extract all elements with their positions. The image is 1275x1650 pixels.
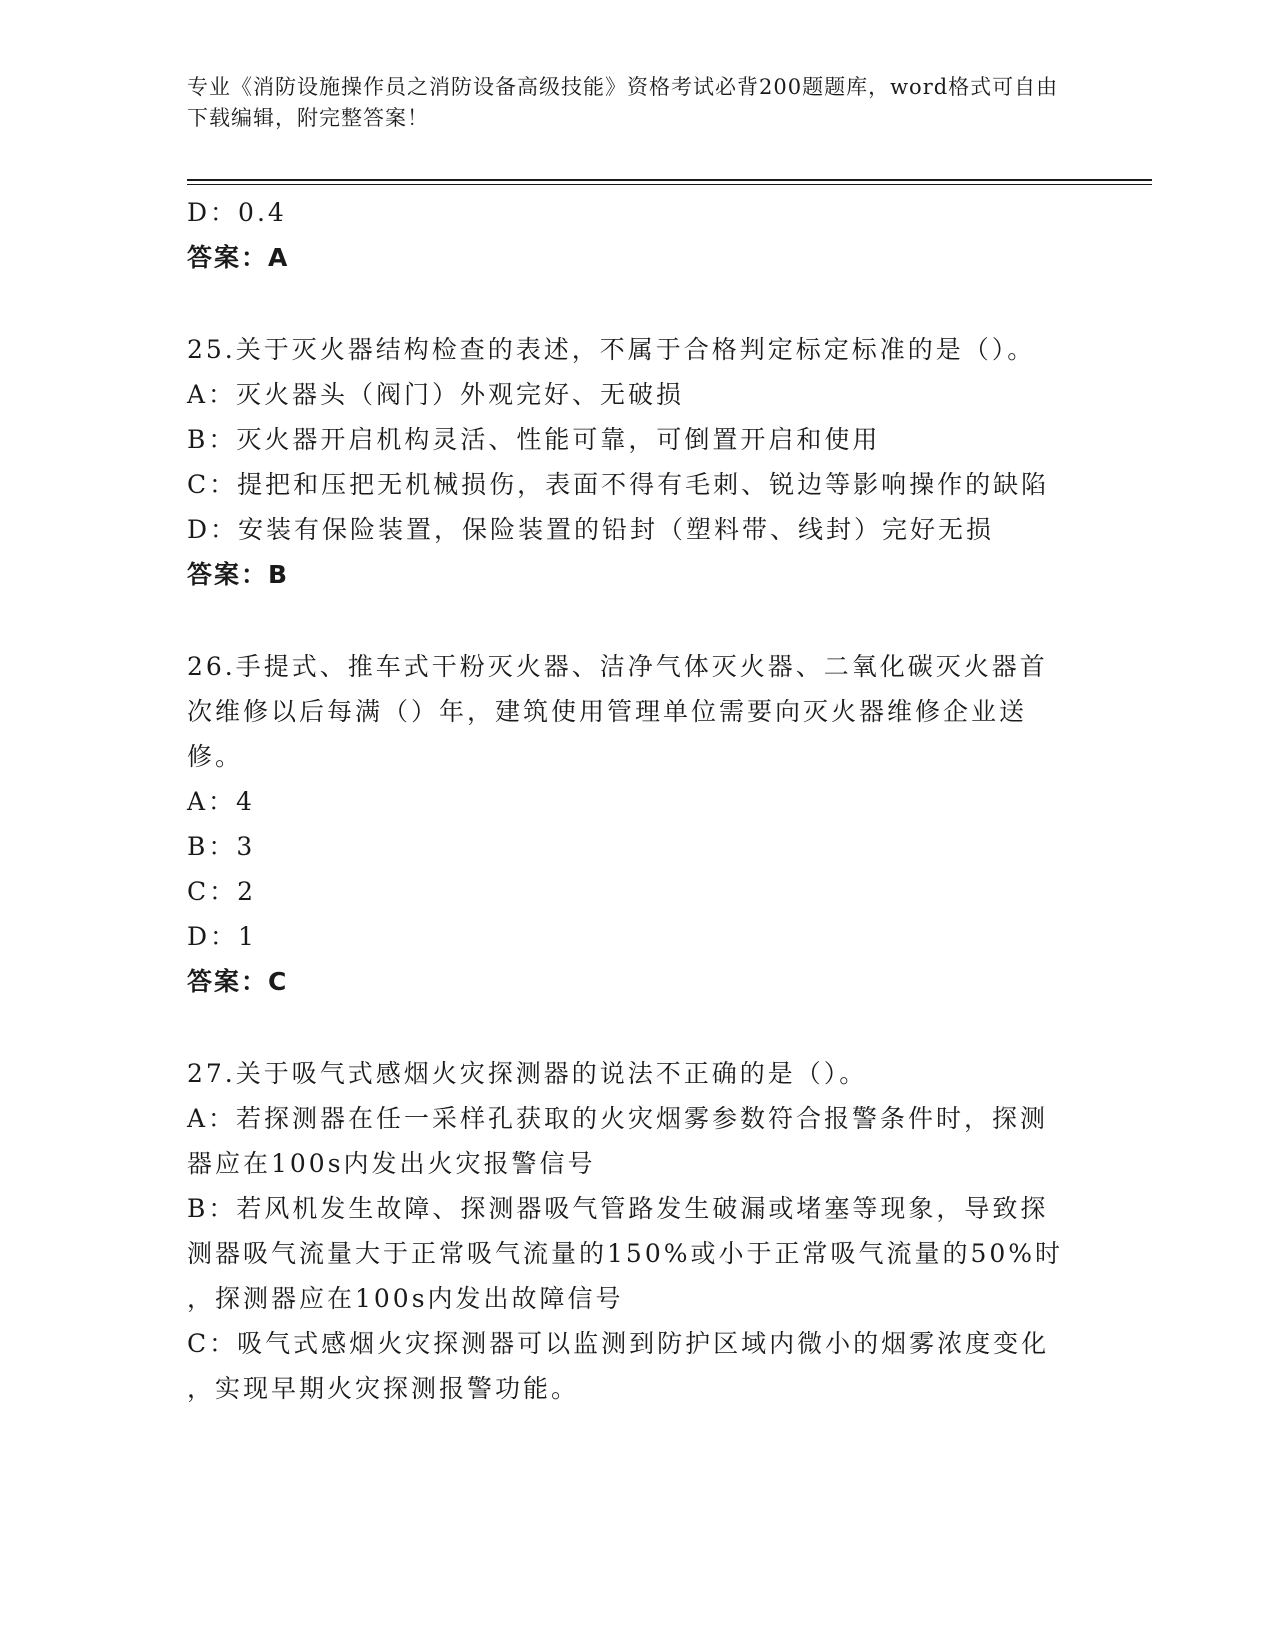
question-25 xyxy=(187,327,1067,597)
option-d: D：1 xyxy=(187,922,257,951)
spacer xyxy=(187,280,1067,327)
option-b: B：灭火器开启机构灵活、性能可靠，可倒置开启和使用 xyxy=(187,425,881,454)
spacer xyxy=(187,1004,1067,1051)
option-c: ，实现早期火灾探测报警功能。 xyxy=(187,1374,580,1403)
document-header xyxy=(187,72,1067,134)
answer: 答案：B xyxy=(187,560,290,589)
option-a: A：4 xyxy=(187,787,255,816)
header-rule-thin xyxy=(187,184,1152,185)
option-a: 器应在100s内发出火灾报警信号 xyxy=(187,1149,596,1178)
option-c: C：2 xyxy=(187,877,257,906)
question-stem: 26.手提式、推车式干粉灭火器、洁净气体灭火器、二氧化碳灭火器首 xyxy=(187,652,1048,681)
question-stem: 25.关于灭火器结构检查的表述，不属于合格判定标定标准的是（）。 xyxy=(187,335,1036,364)
option-a: A：灭火器头（阀门）外观完好、无破损 xyxy=(187,380,685,409)
question-27 xyxy=(187,1051,1067,1411)
question-stem: 27.关于吸气式感烟火灾探测器的说法不正确的是（）。 xyxy=(187,1059,868,1088)
option-d: D：安装有保险装置，保险装置的铅封（塑料带、线封）完好无损 xyxy=(187,515,995,544)
spacer xyxy=(187,597,1067,644)
question-list xyxy=(187,190,1067,1411)
question-stem: 修。 xyxy=(187,742,244,771)
header-text: 专业《消防设施操作员之消防设备高级技能》资格考试必背200题题库，word格式可自由下载编辑，附完整答案！ xyxy=(187,75,1059,130)
option-b: 测器吸气流量大于正常吸气流量的150%或小于正常吸气流量的50%时 xyxy=(187,1239,1064,1268)
question-26 xyxy=(187,644,1067,1004)
option-c: C：吸气式感烟火灾探测器可以监测到防护区域内微小的烟雾浓度变化 xyxy=(187,1329,1050,1358)
option-b: ，探测器应在100s内发出故障信号 xyxy=(187,1284,624,1313)
prev-answer: 答案：A xyxy=(187,243,290,272)
option-c: C：提把和压把无机械损伤，表面不得有毛刺、锐边等影响操作的缺陷 xyxy=(187,470,1050,499)
option-b: B：3 xyxy=(187,832,256,861)
prev-option-d: D：0.4 xyxy=(187,198,287,227)
question-stem: 次维修以后每满（）年，建筑使用管理单位需要向灭火器维修企业送 xyxy=(187,697,1028,726)
option-b: B：若风机发生故障、探测器吸气管路发生破漏或堵塞等现象，导致探 xyxy=(187,1194,1049,1223)
answer: 答案：C xyxy=(187,967,289,996)
option-a: A：若探测器在任一采样孔获取的火灾烟雾参数符合报警条件时，探测 xyxy=(187,1104,1049,1133)
header-rule-thick xyxy=(187,179,1152,181)
